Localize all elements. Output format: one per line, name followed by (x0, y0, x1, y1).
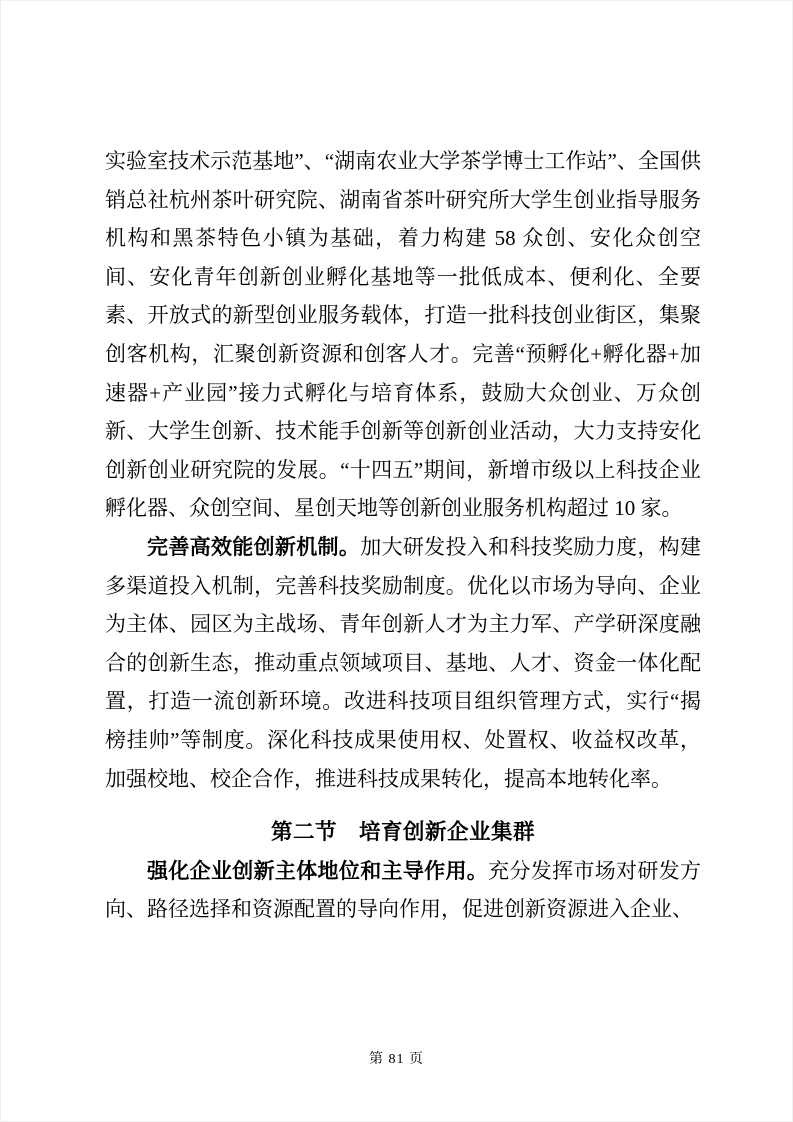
paragraph-bold-lead: 完善高效能创新机制。 (147, 534, 361, 559)
paragraph-text: 实验室技术示范基地”、“湖南农业大学茶学博士工作站”、全国供销总社杭州茶叶研究院、湖南省茶叶研究所大学生创业指导服务机构和黑茶特色小镇为基础，着力构建 58 众创、安化众创空间、安化青年创新创业孵化基地等一批低成本、便利化、全要素、开放式的新型创业服务载体，打造一批科技创业街区，集聚创客机构，汇聚创新资源和创客人才。完善“预孵化+孵化器+加速器+产业园”接力式孵化与培育体系，鼓励大众创业、万众创新、大学生创新、技术能手创新等创新创业活动，大力支持安化创新创业研究院的发展。“十四五”期间，新增市级以上科技企业孵化器、众创空间、星创天地等创新创业服务机构超过 10 家。 (105, 149, 701, 521)
section-heading: 第二节 培育创新企业集群 (270, 820, 535, 845)
paragraph-innovation-mechanism (105, 528, 701, 798)
page-number: 第 81 页 (369, 1052, 424, 1067)
page-content (105, 142, 701, 929)
paragraph-text: 充分发挥市场对研发方向、路径选择和资源配置的导向作用，促进创新资源进入企业、 (105, 858, 702, 922)
paragraph-text: 加大研发投入和科技奖励力度，构建多渠道投入机制，完善科技奖励制度。优化以市场为导向、企业为主体、园区为主战场、青年创新人才为主力军、产学研深度融合的创新生态，推动重点领域项目、基地、人才、资金一体化配置，打造一流创新环境。改进科技项目组织管理方式，实行“揭榜挂帅”等制度。深化科技成果使用权、处置权、收益权改革，加强校地、校企合作，推进科技成果转化，提高本地转化率。 (105, 534, 702, 791)
paragraph-bold-lead: 强化企业创新主体地位和主导作用。 (147, 858, 489, 883)
paragraph-continuation (105, 142, 701, 528)
paragraph-enterprise-innovation (105, 852, 701, 929)
